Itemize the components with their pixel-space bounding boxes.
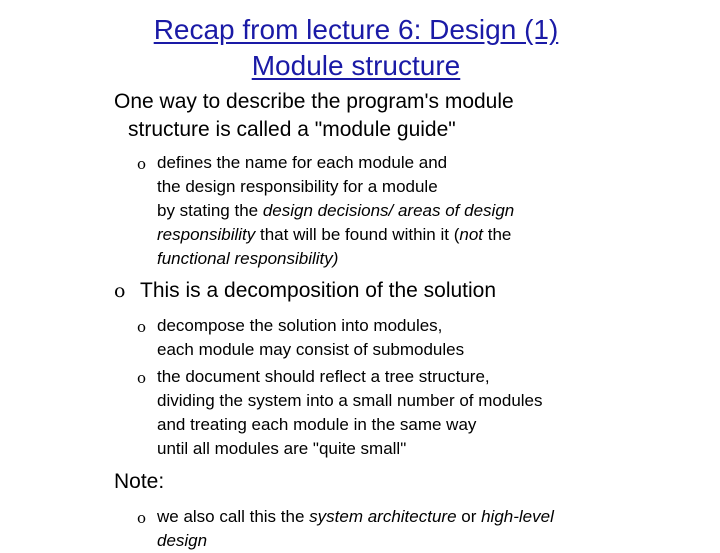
sub1-line-3-emphasis: design decisions/ areas of design (262, 201, 515, 220)
sub1-line-4-d: the (483, 225, 512, 244)
sub4-line-2 (157, 529, 697, 553)
note-label (114, 468, 674, 496)
sub1-line-4-emphasis: responsibility (157, 225, 256, 244)
bullet-marker: o (114, 280, 126, 302)
title-line-2: Module structure (251, 50, 461, 81)
bullet-marker: o (137, 155, 147, 173)
sub1-line-2: the design responsibility for a module (157, 177, 438, 196)
sub2-line-1: decompose the solution into modules, (157, 316, 443, 335)
sub1-line-3-a: by stating the (157, 201, 263, 220)
sub1-line-4-not: not (459, 225, 484, 244)
sub1-line-1: defines the name for each module and (157, 153, 448, 172)
note-label-text: Note: (114, 470, 165, 493)
subbullet-text (137, 505, 697, 553)
sub3-line-3: and treating each module in the same way (157, 415, 477, 434)
intro-line-2: structure is called a "module guide" (128, 118, 456, 141)
bullet-marker: o (137, 318, 147, 336)
subbullet-module-guide (137, 151, 697, 271)
sub3-line-1: the document should reflect a tree structure, (157, 367, 490, 386)
sub4-high-level: high-level (481, 507, 554, 526)
sub4-c: or (456, 507, 482, 526)
bullet-marker: o (137, 509, 147, 527)
bullet-decomposition-text: This is a decomposition of the solution (140, 279, 497, 302)
sub1-line-5 (157, 247, 697, 271)
sub4-system-architecture: system architecture (309, 507, 457, 526)
subbullet-text (137, 151, 697, 271)
sub1-line-4 (157, 223, 697, 247)
subbullet-decompose (137, 314, 697, 362)
title-line-1: Recap from lecture 6: Design (1) (153, 14, 559, 45)
sub4-a: we also call this the (157, 507, 310, 526)
subbullet-tree-structure (137, 365, 697, 461)
intro-line-1: One way to describe the program's module (114, 90, 514, 113)
sub4-line-1 (157, 505, 697, 529)
sub4-design: design (157, 531, 208, 550)
subbullet-architecture (137, 505, 697, 553)
subbullet-text (137, 365, 697, 461)
slide-title (0, 12, 712, 84)
intro-paragraph (114, 88, 674, 144)
sub3-line-4: until all modules are "quite small" (157, 439, 407, 458)
sub1-line-3 (157, 199, 697, 223)
sub2-line-2: each module may consist of submodules (157, 340, 465, 359)
sub1-line-4-b: that will be found within it ( (255, 225, 460, 244)
subbullet-text (137, 314, 697, 362)
bullet-decomposition (114, 277, 694, 305)
sub3-line-2: dividing the system into a small number of modules (157, 391, 543, 410)
sub1-line-5-emphasis: functional responsibility) (157, 249, 339, 268)
bullet-marker: o (137, 369, 147, 387)
